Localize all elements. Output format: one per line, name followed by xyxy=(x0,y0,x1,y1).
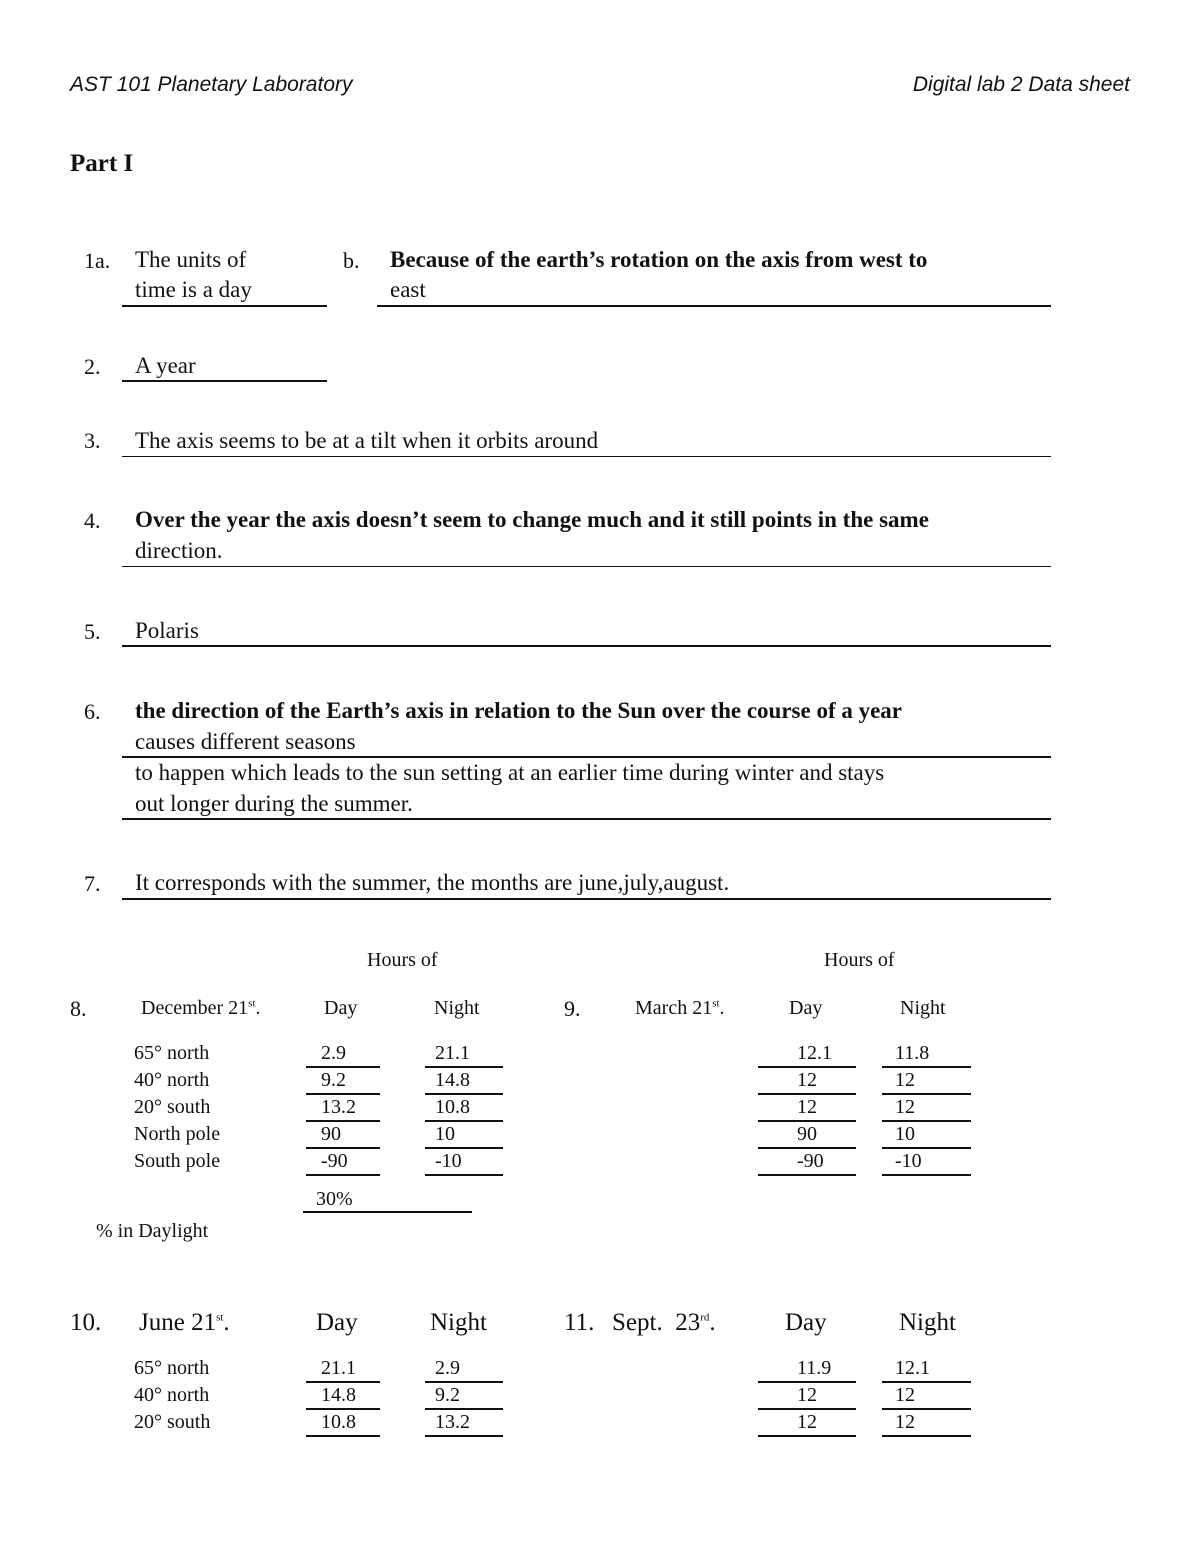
q8-day-value: 9.2 xyxy=(321,1069,346,1091)
q10-night-underline xyxy=(425,1381,503,1383)
q9-day-underline xyxy=(758,1147,856,1149)
q9-day-value: 12 xyxy=(797,1069,817,1091)
q6-number: 6. xyxy=(84,699,101,724)
q8-day-underline xyxy=(306,1120,380,1122)
q6-answer-line3: to happen which leads to the sun setting at an earlier time during winter and stays xyxy=(135,760,885,785)
q8-row-label: 40° north xyxy=(134,1069,210,1091)
q9-night-underline xyxy=(882,1066,971,1068)
q6-answer-line1: the direction of the Earth’s axis in relation to the Sun over the course of a year xyxy=(135,698,903,723)
q8-day-underline xyxy=(306,1147,380,1149)
q9-day-underline xyxy=(758,1120,856,1122)
q8-night-value: 14.8 xyxy=(435,1069,470,1091)
q9-number: 9. xyxy=(564,996,581,1021)
q8-day-value: 13.2 xyxy=(321,1096,356,1118)
q9-day-value: 12.1 xyxy=(797,1042,832,1064)
q1a-answer-line1: The units of xyxy=(135,247,247,272)
q9-day-underline xyxy=(758,1174,856,1176)
q11-day-header: Day xyxy=(785,1309,827,1336)
q8-night-underline xyxy=(425,1174,503,1176)
q9-night-value: 10 xyxy=(895,1123,915,1145)
q11-day-value: 11.9 xyxy=(797,1357,832,1379)
q11-day-underline xyxy=(758,1381,856,1383)
q10-row-label: 40° north xyxy=(134,1384,210,1406)
q8-row-label: 20° south xyxy=(134,1096,211,1118)
q6-answer-line2: causes different seasons xyxy=(135,729,356,754)
q8-night-header: Night xyxy=(434,997,480,1019)
q9-night-underline xyxy=(882,1120,971,1122)
q10-date: June 21st. xyxy=(139,1309,230,1336)
q8-day-underline xyxy=(306,1174,380,1176)
q11-date: Sept. 23rd. xyxy=(612,1309,716,1336)
q8-percent-label: % in Daylight xyxy=(96,1220,209,1242)
q1b-answer-line2: east xyxy=(390,277,426,302)
q10-night-underline xyxy=(425,1408,503,1410)
q11-day-value: 12 xyxy=(797,1384,817,1406)
q10-night-value: 2.9 xyxy=(435,1357,460,1379)
q9-day-underline xyxy=(758,1066,856,1068)
q9-night-value: 12 xyxy=(895,1096,915,1118)
q7-answer-underline xyxy=(122,898,1051,900)
q9-day-value: -90 xyxy=(797,1150,824,1172)
q3-number: 3. xyxy=(84,428,101,453)
q10-night-header: Night xyxy=(430,1309,487,1336)
q10-number: 10. xyxy=(70,1309,102,1336)
q9-night-underline xyxy=(882,1174,971,1176)
q8-day-value: -90 xyxy=(321,1150,348,1172)
q11-night-underline xyxy=(882,1435,971,1437)
q8-day-value: 2.9 xyxy=(321,1042,346,1064)
q6-answer-line4: out longer during the summer. xyxy=(135,791,413,816)
q8-day-header: Day xyxy=(324,997,358,1019)
q3-answer-underline xyxy=(122,456,1051,457)
q11-night-underline xyxy=(882,1408,971,1410)
q8-night-underline xyxy=(425,1147,503,1149)
q1a-number: 1a. xyxy=(84,248,111,273)
q2-answer-underline xyxy=(122,380,327,382)
q8-percent-underline xyxy=(303,1211,472,1213)
q10-day-value: 14.8 xyxy=(321,1384,356,1406)
part-title: Part I xyxy=(70,150,134,177)
q11-number: 11. xyxy=(564,1309,595,1336)
q9-night-underline xyxy=(882,1093,971,1095)
q5-number: 5. xyxy=(84,619,101,644)
q8-percent-value: 30% xyxy=(316,1188,353,1210)
q10-row-label: 20° south xyxy=(134,1411,211,1433)
q1b-number: b. xyxy=(343,248,360,273)
q9-night-value: -10 xyxy=(895,1150,922,1172)
q9-day-header: Day xyxy=(789,997,823,1019)
q4-answer-underline xyxy=(122,566,1051,567)
q10-night-value: 9.2 xyxy=(435,1384,460,1406)
q10-night-value: 13.2 xyxy=(435,1411,470,1433)
q9-day-underline xyxy=(758,1093,856,1095)
q7-answer: It corresponds with the summer, the months are june,july,august. xyxy=(135,870,730,895)
q1a-answer-line2: time is a day xyxy=(135,277,252,302)
header-course-title: AST 101 Planetary Laboratory xyxy=(70,73,353,96)
q8-night-underline xyxy=(425,1120,503,1122)
q11-day-value: 12 xyxy=(797,1411,817,1433)
q8-row-label: South pole xyxy=(134,1150,221,1172)
q8-day-underline xyxy=(306,1066,380,1068)
q8-night-value: 10.8 xyxy=(435,1096,470,1118)
q4-number: 4. xyxy=(84,508,101,533)
q5-answer: Polaris xyxy=(135,618,199,643)
q3-answer: The axis seems to be at a tilt when it orbits around xyxy=(135,428,599,453)
q8-date: December 21st. xyxy=(141,997,261,1019)
q10-row-label: 65° north xyxy=(134,1357,210,1379)
q8-number: 8. xyxy=(70,996,87,1021)
q11-night-header: Night xyxy=(899,1309,956,1336)
q11-night-value: 12 xyxy=(895,1411,915,1433)
q8-row-label: 65° north xyxy=(134,1042,210,1064)
q9-day-value: 90 xyxy=(797,1123,817,1145)
q8-day-underline xyxy=(306,1093,380,1095)
q8-night-value: 10 xyxy=(435,1123,455,1145)
q1b-answer-line1: Because of the earth’s rotation on the axis from west to xyxy=(390,247,928,272)
q1b-answer-underline xyxy=(377,305,1051,307)
q8-day-value: 90 xyxy=(321,1123,341,1145)
q11-night-value: 12 xyxy=(895,1384,915,1406)
q9-hours-of-label: Hours of xyxy=(824,949,895,971)
q8-night-value: 21.1 xyxy=(435,1042,470,1064)
q10-night-underline xyxy=(425,1435,503,1437)
q8-hours-of-label: Hours of xyxy=(367,949,438,971)
q6-answer-underline-1 xyxy=(122,756,1051,758)
q9-day-value: 12 xyxy=(797,1096,817,1118)
header-sheet-title: Digital lab 2 Data sheet xyxy=(912,73,1130,96)
q9-night-header: Night xyxy=(900,997,946,1019)
q10-day-underline xyxy=(306,1381,380,1383)
q2-answer: A year xyxy=(135,353,196,378)
q8-row-label: North pole xyxy=(134,1123,221,1145)
q10-day-underline xyxy=(306,1408,380,1410)
q11-day-underline xyxy=(758,1435,856,1437)
q9-night-underline xyxy=(882,1147,971,1149)
q5-answer-underline xyxy=(122,645,1051,647)
q8-night-underline xyxy=(425,1093,503,1095)
q9-date: March 21st. xyxy=(635,997,725,1019)
q9-night-value: 12 xyxy=(895,1069,915,1091)
q10-day-header: Day xyxy=(316,1309,358,1336)
q11-night-value: 12.1 xyxy=(895,1357,930,1379)
q10-day-value: 21.1 xyxy=(321,1357,356,1379)
q11-night-underline xyxy=(882,1381,971,1383)
q2-number: 2. xyxy=(84,354,101,379)
q10-day-value: 10.8 xyxy=(321,1411,356,1433)
q8-night-underline xyxy=(425,1066,503,1068)
q8-night-value: -10 xyxy=(435,1150,462,1172)
q7-number: 7. xyxy=(84,871,101,896)
q1a-answer-underline xyxy=(122,305,327,307)
q9-night-value: 11.8 xyxy=(895,1042,930,1064)
q6-answer-underline-2 xyxy=(122,818,1051,820)
q11-day-underline xyxy=(758,1408,856,1410)
q4-answer-line2: direction. xyxy=(135,538,223,563)
q4-answer-line1: Over the year the axis doesn’t seem to change much and it still points in the same xyxy=(135,507,929,532)
q10-day-underline xyxy=(306,1435,380,1437)
